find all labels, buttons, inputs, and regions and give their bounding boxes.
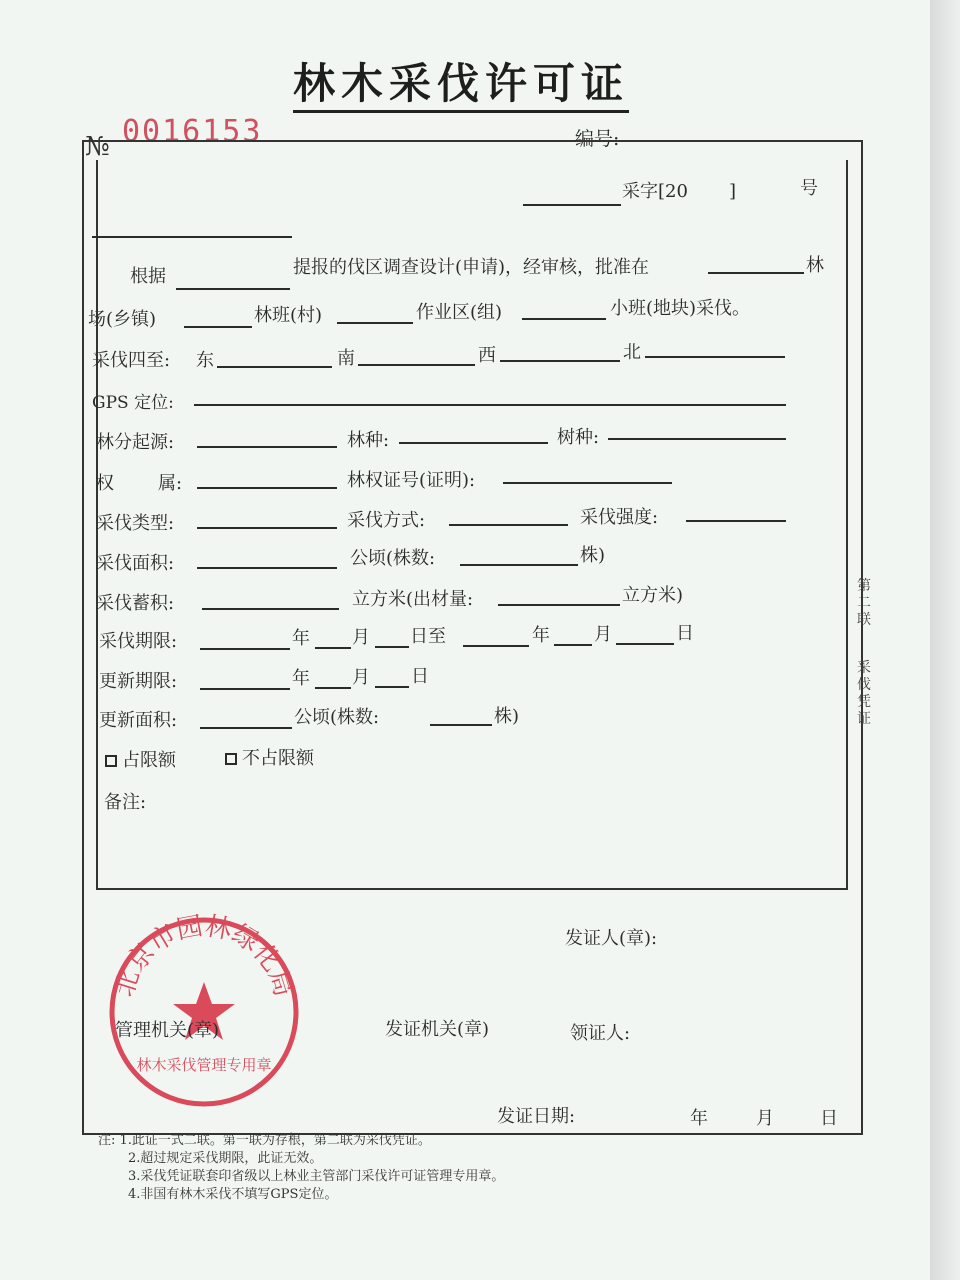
- issuing-authority-label: 发证机关(章): [385, 1019, 490, 1040]
- period-label: 采伐期限:: [99, 631, 178, 652]
- quanshu-line: [197, 487, 337, 489]
- applicant-line: [176, 288, 290, 290]
- zhenghao-label: 林权证号(证明):: [347, 470, 476, 491]
- type-line: [197, 527, 337, 529]
- gps-label: GPS 定位:: [92, 393, 174, 413]
- forest-line: [708, 272, 804, 274]
- volume-unit2: 立方米): [622, 585, 684, 606]
- sizhi-xi: 西: [478, 345, 496, 366]
- note-1: 注: 1.此证一式二联。第一联为存根，第二联为采伐凭证。: [98, 1133, 431, 1148]
- output-line: [498, 604, 620, 606]
- body-genju: 根据: [130, 266, 166, 287]
- renew-period-label: 更新期限:: [99, 671, 178, 692]
- shu-label: 属:: [158, 473, 183, 494]
- renew-nian: 年: [292, 668, 310, 689]
- year-line: [523, 204, 621, 206]
- area-label: 采伐面积:: [96, 553, 175, 574]
- shuzhong-line: [608, 438, 786, 440]
- sizhi-bei: 北: [623, 342, 641, 363]
- note-2: 2.超过规定采伐期限，此证无效。: [128, 1151, 323, 1166]
- area-unit: 公顷(株数:: [350, 548, 436, 569]
- official-seal: [104, 912, 304, 1112]
- quan-label: 权: [96, 473, 114, 494]
- township-line: [184, 326, 252, 328]
- quota-label: 占限额: [122, 750, 176, 771]
- area-count-line: [460, 564, 578, 566]
- body-linban: 林班(村): [254, 305, 323, 326]
- form-title: 林木采伐许可证: [293, 60, 629, 113]
- period-nian: 年: [292, 628, 310, 649]
- renew-area-label: 更新面积:: [99, 710, 178, 731]
- no-quota-checkbox[interactable]: [225, 753, 237, 765]
- issue-date-label: 发证日期:: [497, 1106, 576, 1127]
- origin-line: [197, 446, 337, 448]
- period-day-line: [375, 646, 409, 648]
- remarks-label: 备注:: [104, 792, 147, 813]
- area-zhu: 株): [580, 545, 606, 566]
- body-tibao: 提报的伐区调查设计(申请)，经审核，批准在: [293, 257, 650, 278]
- sizhi-label: 采伐四至:: [92, 350, 171, 371]
- origin-label: 林分起源:: [96, 432, 175, 453]
- bianhao-label: 编号:: [575, 128, 620, 150]
- note-4: 4.非国有林木采伐不填写GPS定位。: [128, 1187, 338, 1202]
- side-lian: 第二联: [857, 578, 871, 628]
- side-pingzheng: 采伐凭证: [857, 660, 871, 727]
- issue-date-nian: 年: [690, 1108, 708, 1129]
- notes: [98, 1132, 504, 1204]
- period-year2-line: [463, 645, 529, 647]
- east-line: [217, 366, 332, 368]
- volume-label: 采伐蓄积:: [96, 593, 175, 614]
- zhenghao-line: [503, 482, 672, 484]
- volume-line: [202, 608, 339, 610]
- seal-bottom-text: 林木采伐管理专用章: [136, 1056, 272, 1074]
- body-zuoye: 作业区(组): [416, 302, 503, 323]
- seal-top-text: 北京市园林绿化局: [109, 912, 299, 1001]
- renew-area-zhu: 株): [494, 706, 520, 727]
- linzhong-label: 林种:: [347, 430, 390, 451]
- period-yue: 月: [352, 627, 370, 648]
- fangshi-line: [449, 524, 568, 526]
- recipient-label: 领证人:: [570, 1023, 631, 1044]
- renew-day-line: [375, 686, 409, 688]
- period-month-line: [315, 647, 351, 649]
- area-line: [197, 567, 337, 569]
- body-xiaoban: 小班(地块)采伐。: [610, 298, 751, 319]
- paper-stack-edge: [930, 0, 960, 1280]
- volume-unit: 立方米(出材量:: [352, 589, 474, 610]
- sizhi-dong: 东: [196, 350, 214, 371]
- permit-hao: 号: [800, 178, 818, 199]
- renew-area-line: [200, 727, 292, 729]
- fangshi-label: 采伐方式:: [347, 510, 426, 531]
- gps-line: [194, 404, 786, 406]
- quota-checkbox[interactable]: [105, 755, 117, 767]
- period-day2-line: [616, 643, 674, 645]
- issue-date-ri: 日: [820, 1108, 838, 1129]
- note-3: 3.采伐凭证联套印省级以上林业主管部门采伐许可证管理专用章。: [128, 1169, 505, 1184]
- type-label: 采伐类型:: [96, 513, 175, 534]
- zuoye-line: [522, 318, 606, 320]
- period-ri2: 日: [676, 623, 694, 644]
- west-line: [500, 360, 620, 362]
- qiangdu-label: 采伐强度:: [580, 507, 659, 528]
- period-month2-line: [554, 644, 592, 646]
- renew-month-line: [315, 687, 351, 689]
- serial-number: 0016153: [122, 114, 263, 149]
- permit-bracket: ]: [729, 181, 737, 202]
- north-line: [645, 356, 785, 358]
- period-nian2: 年: [532, 625, 550, 646]
- permit-prefix: 采字[20: [622, 181, 688, 202]
- linzhong-line: [399, 442, 548, 444]
- guanli-label: 管理机关(章): [115, 1020, 220, 1041]
- number-symbol: №: [85, 132, 110, 162]
- linban-line: [337, 322, 413, 324]
- south-line: [358, 364, 475, 366]
- issue-date-yue: 月: [756, 1108, 774, 1129]
- issuer-label: 发证人(章):: [565, 928, 658, 949]
- sizhi-nan: 南: [337, 348, 355, 369]
- body-lin: 林: [806, 255, 824, 276]
- period-rizhi: 日至: [410, 626, 446, 647]
- renew-yue: 月: [352, 667, 370, 688]
- qiangdu-line: [686, 520, 786, 522]
- no-quota-label: 不占限额: [242, 748, 314, 769]
- renew-count-line: [430, 724, 492, 726]
- shuzhong-label: 树种:: [557, 427, 600, 448]
- renew-ri: 日: [411, 666, 429, 687]
- period-yue2: 月: [594, 624, 612, 645]
- period-year-line: [200, 648, 290, 650]
- body-chang: 场(乡镇): [88, 309, 157, 330]
- recipient-line: [92, 236, 292, 238]
- renew-year-line: [200, 688, 290, 690]
- renew-area-unit: 公顷(株数:: [294, 707, 380, 728]
